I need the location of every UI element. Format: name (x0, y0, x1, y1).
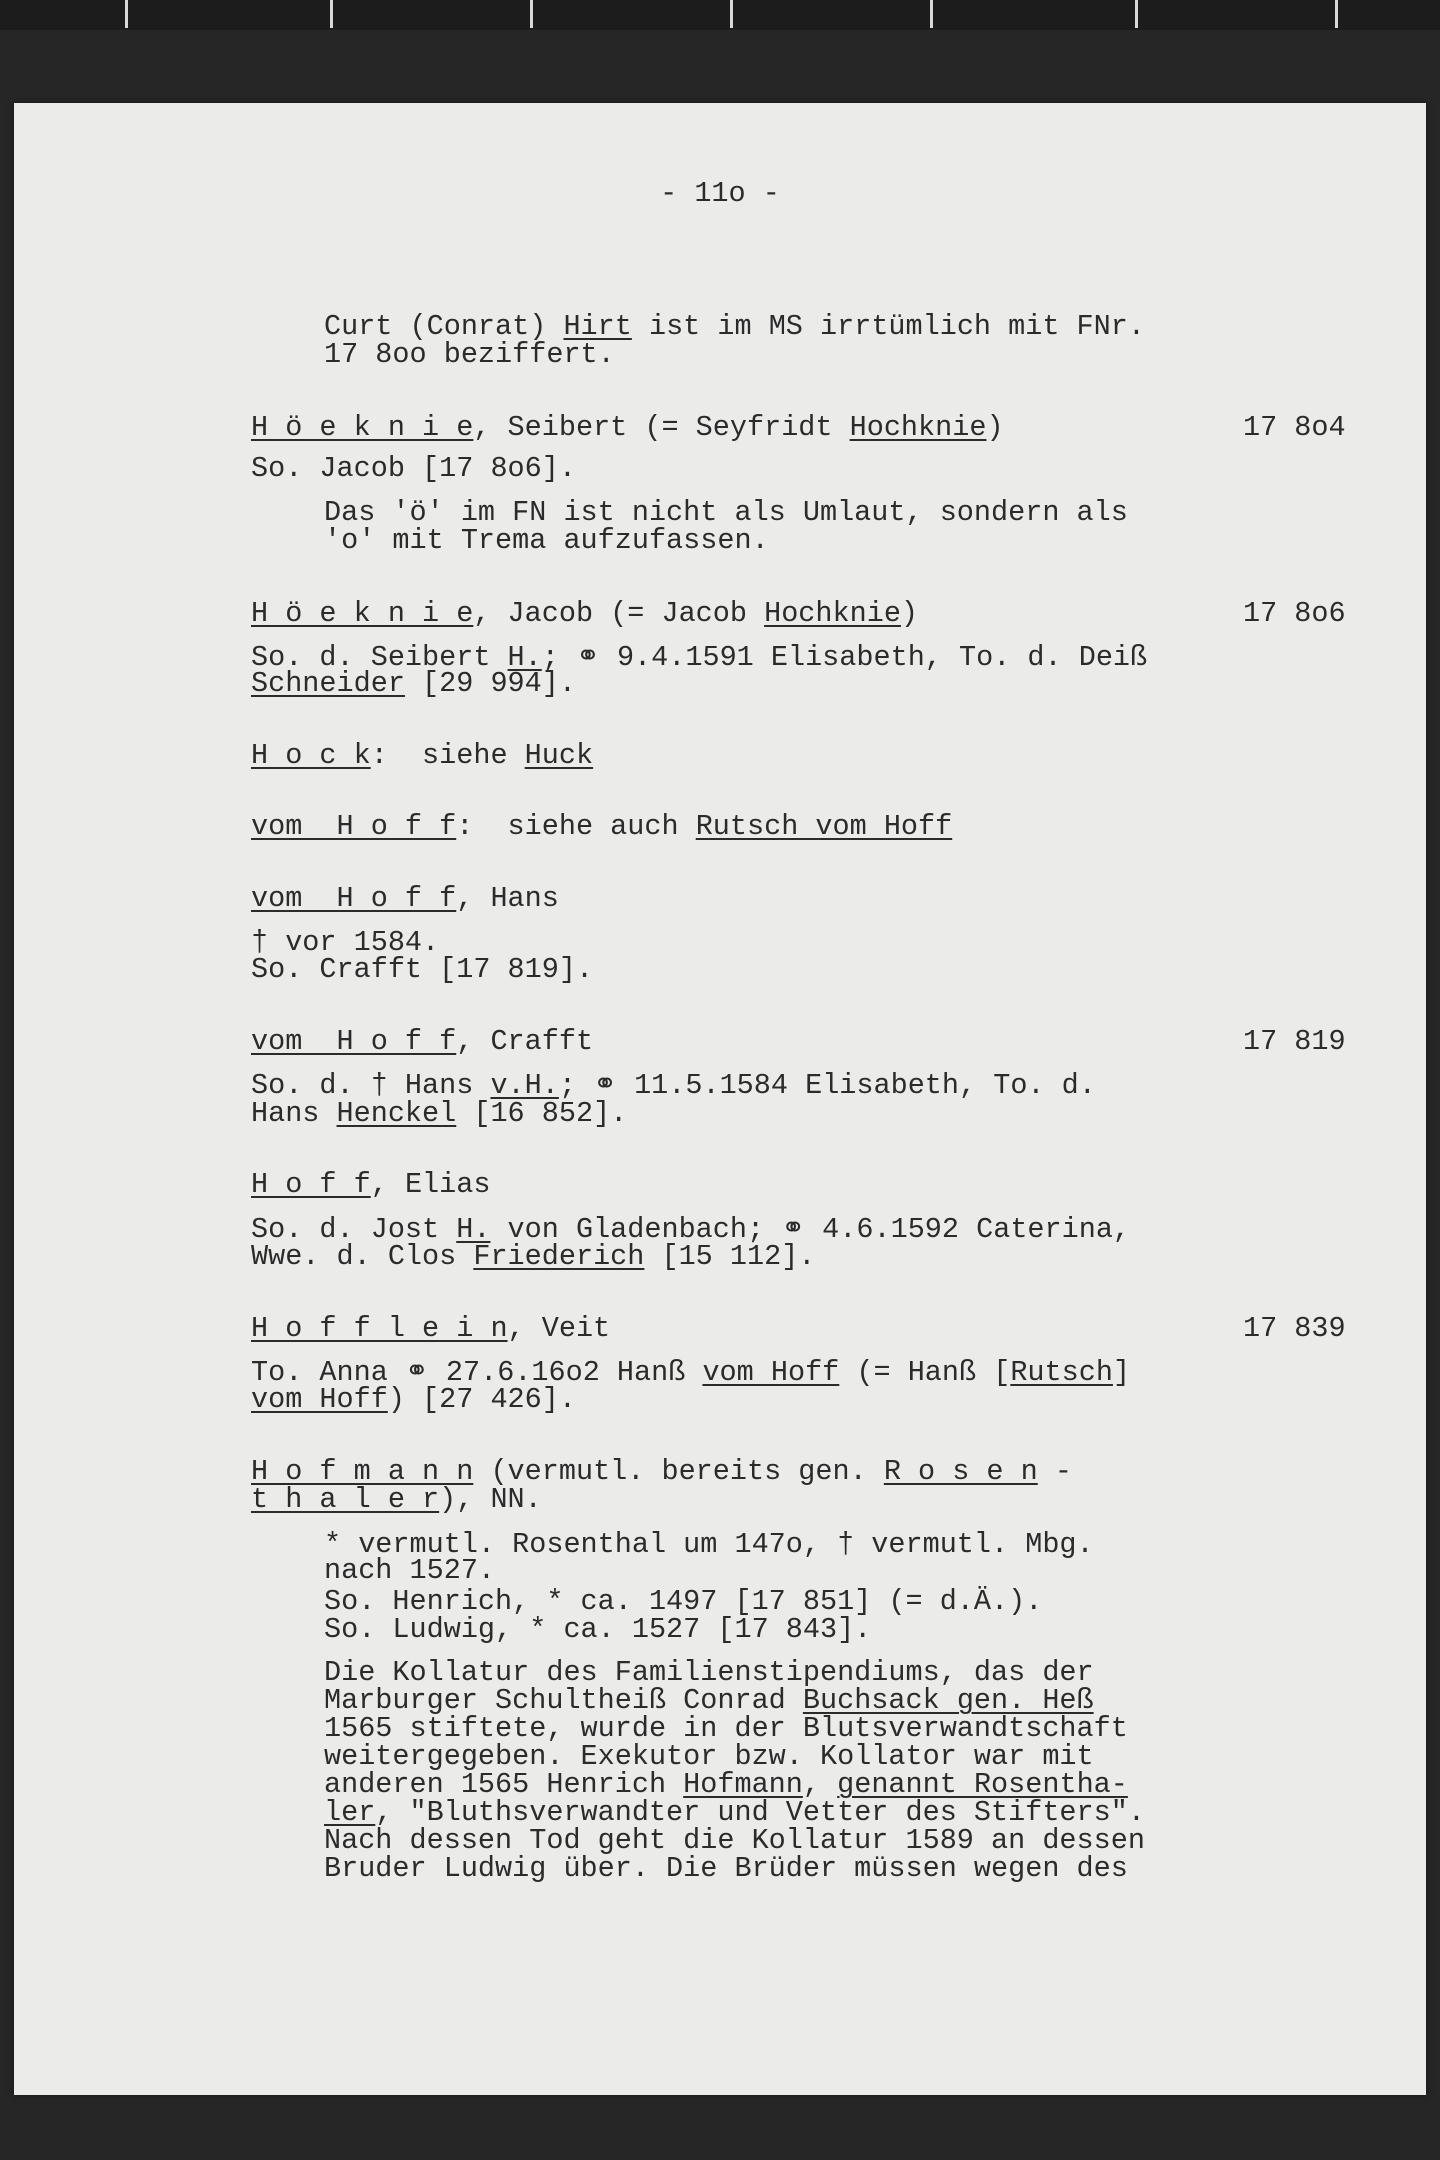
text-line (324, 526, 769, 556)
underlined-name: Huck (524, 739, 594, 772)
underlined-name: R o s e n (883, 1455, 1038, 1488)
ruler-tick (730, 0, 733, 28)
text-segment: † vor 1584. (251, 926, 440, 959)
ruler-tick (330, 0, 333, 28)
underlined-name: Rutsch vom Hoff (695, 810, 953, 843)
text-segment: Bruder Ludwig über. Die Brüder müssen wegen des (324, 1852, 1128, 1885)
underlined-name: Hofmann (683, 1768, 803, 1801)
underlined-name: H o f f l e i n (251, 1312, 508, 1345)
underlined-name: Schneider (251, 667, 405, 700)
text-segment: ) (986, 411, 1004, 444)
text-segment: , Crafft (456, 1025, 594, 1058)
text-line (324, 1556, 495, 1586)
text-segment: , Jacob (= Jacob (473, 597, 765, 630)
text-segment: So. d. Jost (251, 1213, 457, 1246)
text-segment: ), NN. (439, 1483, 542, 1516)
text-segment: anderen 1565 Henrich (324, 1768, 684, 1801)
page-number: - 11o - (660, 177, 780, 210)
underlined-name: Hirt (563, 310, 632, 343)
underlined-name: H o c k (251, 739, 371, 772)
text-segment: Curt (Conrat) (324, 310, 564, 343)
underlined-name: t h a l e r (251, 1483, 440, 1516)
family-number: 17 839 (1243, 1312, 1346, 1345)
text-line (251, 812, 952, 842)
text-line (251, 599, 918, 629)
underlined-name: Hochknie (849, 411, 987, 444)
underlined-name: H ö e k n i e (251, 597, 474, 630)
text-segment: Das 'ö' im FN ist nicht als Umlaut, sondern als (324, 496, 1128, 529)
underlined-name: vom Hoff (702, 1356, 840, 1389)
text-line (324, 340, 615, 370)
text-line (251, 1027, 593, 1057)
ruler-tick (1135, 0, 1138, 28)
text-line (251, 955, 593, 985)
underlined-name: Henckel (336, 1097, 457, 1130)
text-line (251, 741, 593, 771)
text-segment: So. Ludwig, * ca. 1527 [17 843]. (324, 1613, 872, 1646)
text-line (324, 1615, 871, 1645)
text-segment: : siehe auch (456, 810, 696, 843)
text-segment: So. Jacob [17 8o6]. (251, 452, 576, 485)
text-segment: So. Crafft [17 819]. (251, 953, 594, 986)
text-line (251, 1170, 490, 1200)
text-segment: Marburger Schultheiß Conrad (324, 1684, 803, 1717)
text-segment: So. Henrich, * ca. 1497 [17 851] (= d.Ä.). (324, 1585, 1043, 1618)
text-segment: [15 112]. (644, 1240, 816, 1273)
text-segment: Nach dessen Tod geht die Kollatur 1589 an dessen (324, 1824, 1145, 1857)
text-segment: [16 852]. (456, 1097, 628, 1130)
text-segment: (= Hanß [ (839, 1356, 1011, 1389)
underlined-name: Hochknie (764, 597, 901, 630)
underlined-name: H o f m a n n (251, 1455, 474, 1488)
underlined-name: Friederich (473, 1240, 645, 1273)
text-line (251, 1242, 815, 1272)
text-segment: ; ⚭ 11.5.1584 Elisabeth, To. d. (558, 1069, 1096, 1102)
text-segment: ] (1112, 1356, 1131, 1389)
text-segment: ; ⚭ 9.4.1591 Elisabeth, To. d. Deiß (541, 641, 1148, 674)
text-segment: von Gladenbach; ⚭ 4.6.1592 Caterina, (490, 1213, 1131, 1246)
underlined-name: Buchsack gen. Heß (802, 1684, 1094, 1717)
ruler-tick (1335, 0, 1338, 28)
text-segment: * vermutl. Rosenthal um 147o, † vermutl. Mbg. (324, 1528, 1094, 1561)
text-segment: , Seibert (= Seyfridt (473, 411, 850, 444)
underlined-name: H. (507, 641, 542, 674)
text-segment: Hans (251, 1097, 337, 1130)
underlined-name: H ö e k n i e (251, 411, 474, 444)
ruler-tick (930, 0, 933, 28)
underlined-name: genannt Rosentha- (837, 1768, 1128, 1801)
text-segment: 17 8oo beziffert. (324, 338, 615, 371)
text-segment: , "Bluthsverwandter und Vetter des Stifters". (375, 1796, 1145, 1829)
text-line (251, 413, 1004, 443)
underlined-name: ler (324, 1796, 376, 1829)
underlined-name: vom H o f f (251, 1025, 457, 1058)
text-segment: So. d. † Hans (251, 1069, 491, 1102)
text-segment: 'o' mit Trema aufzufassen. (324, 524, 769, 557)
text-segment: ) (900, 597, 919, 630)
underlined-name: H. (456, 1213, 491, 1246)
text-segment: nach 1527. (324, 1554, 496, 1587)
scanner-strip (0, 0, 1440, 30)
text-segment: 1565 stiftete, wurde in der Blutsverwandtschaft (324, 1712, 1128, 1745)
text-segment: (vermutl. bereits gen. (473, 1455, 884, 1488)
text-segment: To. Anna ⚭ 27.6.16o2 Hanß (251, 1356, 703, 1389)
text-segment: : siehe (370, 739, 525, 772)
text-line (251, 884, 559, 914)
text-line (251, 1314, 610, 1344)
text-segment: - (1037, 1455, 1072, 1488)
text-segment: , Veit (507, 1312, 611, 1345)
ruler-tick (530, 0, 533, 28)
text-line (251, 1099, 627, 1129)
text-segment: ) [27 426]. (387, 1383, 576, 1416)
text-segment: Wwe. d. Clos (251, 1240, 474, 1273)
underlined-name: vom H o f f (251, 810, 457, 843)
family-number: 17 8o6 (1243, 597, 1346, 630)
underlined-name: v.H. (490, 1069, 559, 1102)
family-number: 17 8o4 (1243, 411, 1346, 444)
text-segment: , Hans (456, 882, 559, 915)
text-segment: [29 994]. (404, 667, 576, 700)
text-segment: , Elias (370, 1168, 491, 1201)
ruler-tick (125, 0, 128, 28)
text-segment: weitergegeben. Exekutor bzw. Kollator war mit (324, 1740, 1094, 1773)
text-line (251, 1485, 542, 1515)
underlined-name: Rutsch (1010, 1356, 1113, 1389)
text-line (251, 1385, 576, 1415)
family-number: 17 819 (1243, 1025, 1346, 1058)
underlined-name: H o f f (251, 1168, 371, 1201)
underlined-name: vom H o f f (251, 882, 457, 915)
text-line (251, 454, 576, 484)
text-segment: ist im MS irrtümlich mit FNr. (631, 310, 1145, 343)
text-line (251, 669, 576, 699)
text-line (324, 1854, 1128, 1884)
text-segment: So. d. Seibert (251, 641, 508, 674)
underlined-name: vom Hoff (251, 1383, 388, 1416)
text-segment: , (802, 1768, 838, 1801)
text-segment: Die Kollatur des Familienstipendiums, das der (324, 1656, 1094, 1689)
